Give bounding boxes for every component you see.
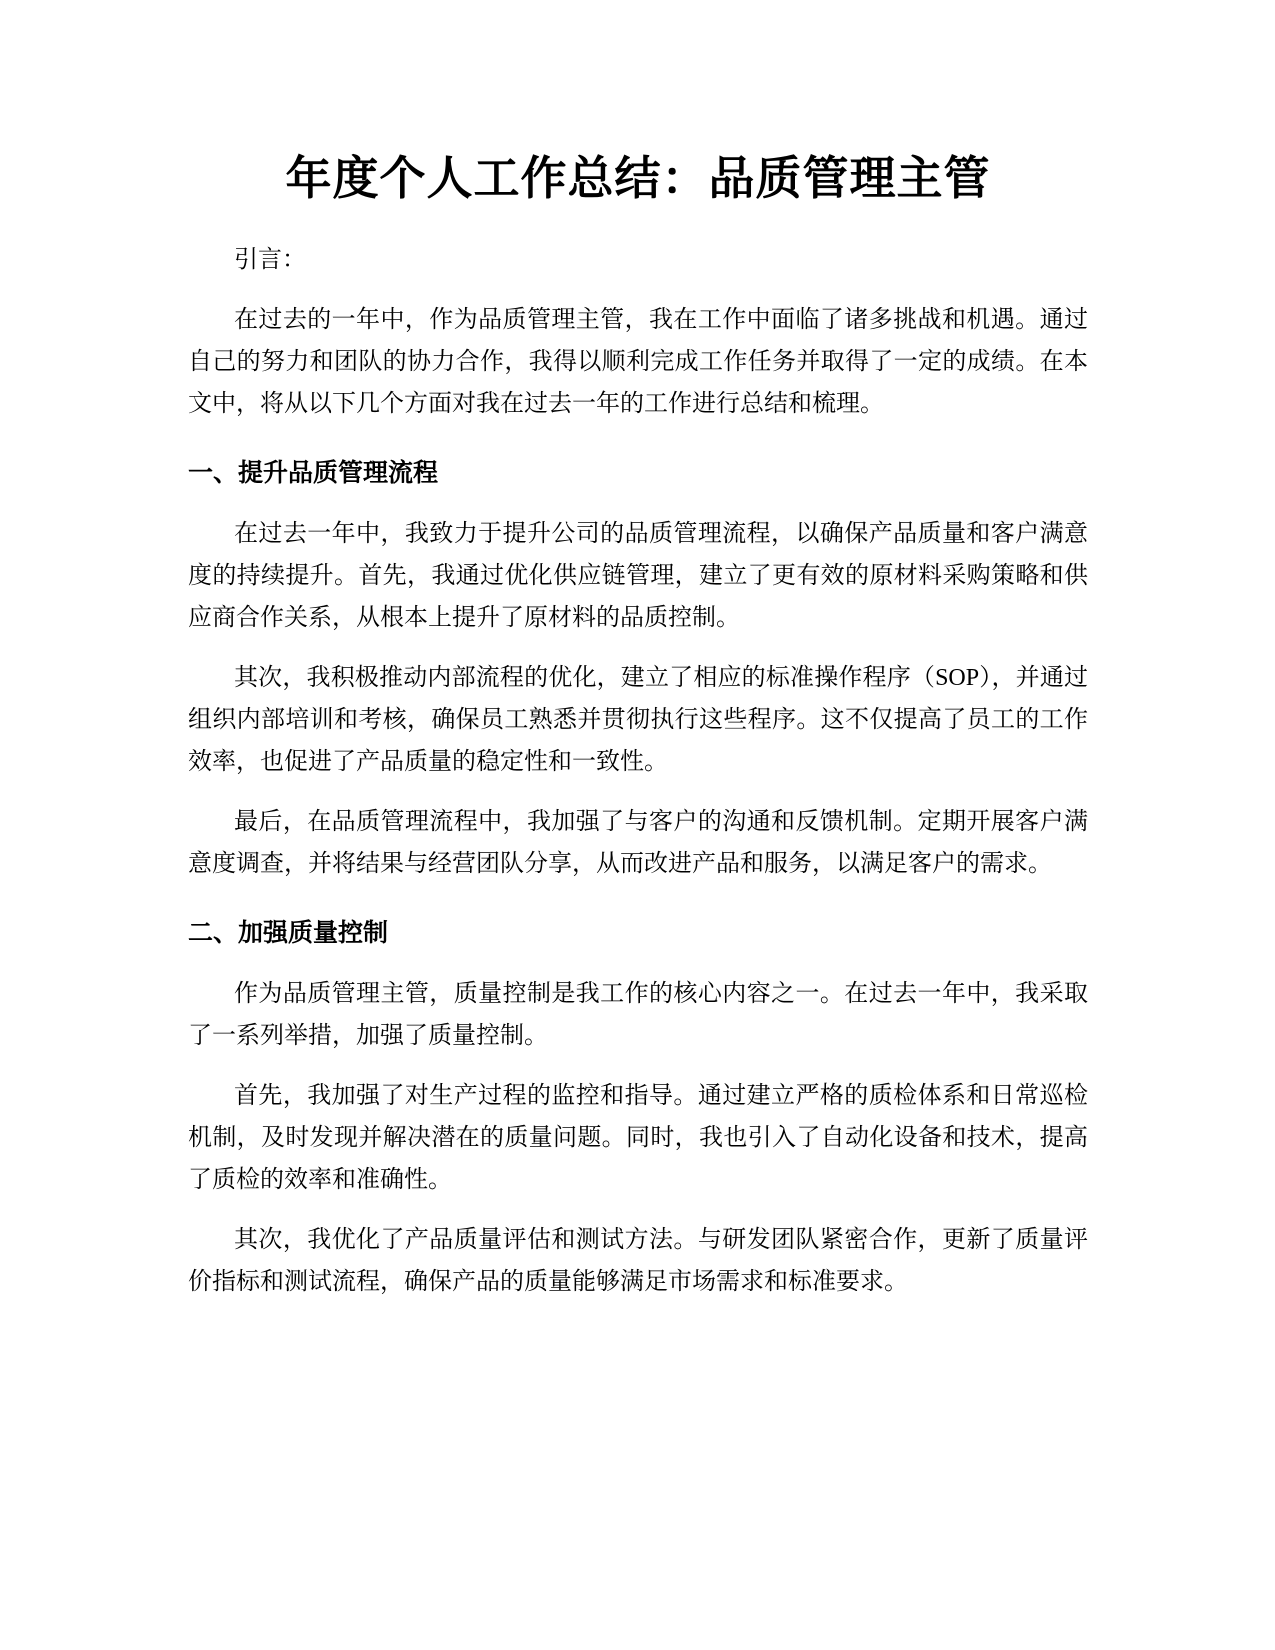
section-2-paragraph-2: 首先，我加强了对生产过程的监控和指导。通过建立严格的质检体系和日常巡检机制，及时发现并解决潜在的质量问题。同时，我也引入了自动化设备和技术，提高了质检的效率和准确性。 [188, 1083, 1088, 1193]
intro-label: 引言： [234, 247, 306, 273]
section-2-paragraph-3: 其次，我优化了产品质量评估和测试方法。与研发团队紧密合作，更新了质量评价指标和测试流程，确保产品的质量能够满足市场需求和标准要求。 [188, 1227, 1088, 1295]
section-1-paragraph-1: 在过去一年中，我致力于提升公司的品质管理流程，以确保产品质量和客户满意度的持续提升。首先，我通过优化供应链管理，建立了更有效的原材料采购策略和供应商合作关系，从根本上提升了原材料的品质控制。 [188, 521, 1088, 631]
section-heading-2: 二、加强质量控制 [188, 918, 389, 947]
section-1-paragraph-3: 最后，在品质管理流程中，我加强了与客户的沟通和反馈机制。定期开展客户满意度调查，并将结果与经营团队分享，从而改进产品和服务，以满足客户的需求。 [188, 809, 1088, 877]
section-2-paragraph-1: 作为品质管理主管，质量控制是我工作的核心内容之一。在过去一年中，我采取了一系列举措，加强了质量控制。 [188, 981, 1088, 1049]
intro-paragraph: 在过去的一年中，作为品质管理主管，我在工作中面临了诸多挑战和机遇。通过自己的努力和团队的协力合作，我得以顺利完成工作任务并取得了一定的成绩。在本文中，将从以下几个方面对我在过去一年的工作进行总结和梳理。 [188, 307, 1088, 417]
section-heading-1: 一、提升品质管理流程 [188, 458, 439, 487]
document-title: 年度个人工作总结：品质管理主管 [285, 151, 991, 205]
document-body [188, 147, 1088, 1321]
section-1-paragraph-2: 其次，我积极推动内部流程的优化，建立了相应的标准操作程序（SOP），并通过组织内部培训和考核，确保员工熟悉并贯彻执行这些程序。这不仅提高了员工的工作效率，也促进了产品质量的稳定性和一致性。 [188, 665, 1088, 775]
